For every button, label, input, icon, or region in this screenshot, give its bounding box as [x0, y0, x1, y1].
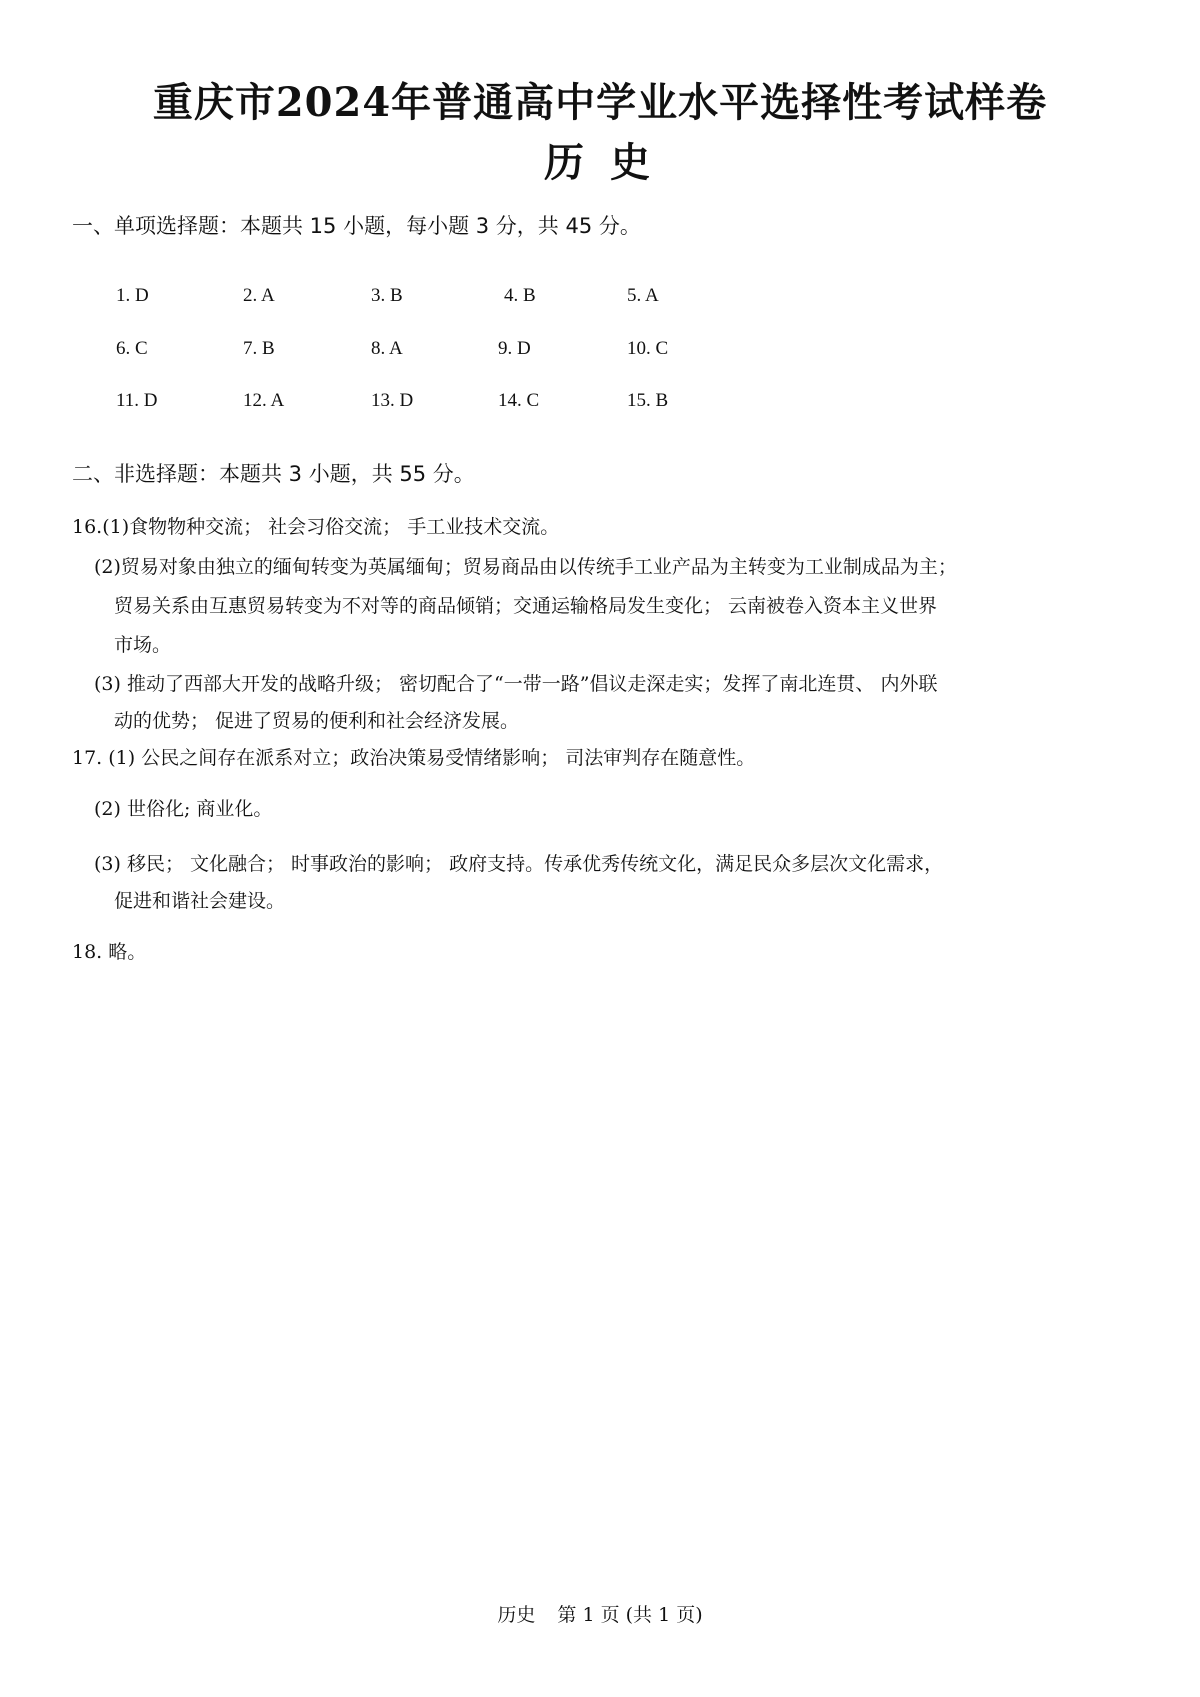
answer-item: 5. A	[627, 285, 659, 306]
answer-line: (3) 推动了西部大开发的战略升级； 密切配合了“一带一路”倡议走深走实；发挥了南北连贯、 内外联	[94, 673, 938, 695]
answer-line: 贸易关系由互惠贸易转变为不对等的商品倾销；交通运输格局发生变化； 云南被卷入资本主义世界	[114, 595, 938, 617]
answer-item: 4. B	[504, 285, 536, 306]
answer-item: 13. D	[371, 390, 414, 411]
answer-item: 6. C	[116, 338, 148, 359]
answer-line: 18. 略。	[72, 941, 147, 963]
answer-item: 14. C	[498, 390, 540, 411]
answer-line: 市场。	[114, 634, 172, 656]
answer-item: 12. A	[243, 390, 285, 411]
answer-item: 10. C	[627, 338, 669, 359]
answer-item: 2. A	[243, 285, 275, 306]
page-footer	[0, 1602, 1200, 1628]
answer-line: (2)贸易对象由独立的缅甸转变为英属缅甸；贸易商品由以传统手工业产品为主转变为工业制成品为主；	[94, 556, 957, 578]
footer-page-info: 第 1 页 (共 1 页)	[557, 1604, 703, 1626]
section-heading-multiple-choice: 一、单项选择题：本题共 15 小题，每小题 3 分，共 45 分。	[72, 214, 641, 238]
answer-item: 7. B	[243, 338, 275, 359]
answer-line: 17. (1) 公民之间存在派系对立；政治决策易受情绪影响； 司法审判存在随意性。	[72, 747, 756, 769]
answer-item: 8. A	[371, 338, 403, 359]
page-title: 重庆市2024年普通高中学业水平选择性考试样卷	[152, 79, 1048, 126]
answer-line: 促进和谐社会建设。	[114, 890, 286, 912]
footer-subject: 历史	[497, 1604, 536, 1626]
answer-item: 11. D	[116, 390, 158, 411]
answer-line: (3) 移民； 文化融合； 时事政治的影响； 政府支持。传承优秀传统文化，满足民众多层次文化需求，	[94, 853, 944, 875]
section-heading-open-questions: 二、非选择题：本题共 3 小题，共 55 分。	[72, 462, 475, 486]
answer-item: 9. D	[498, 338, 531, 359]
subject-title: 历 史	[544, 139, 656, 186]
answer-item: 1. D	[116, 285, 149, 306]
answer-item: 15. B	[627, 390, 669, 411]
answer-line: (2) 世俗化; 商业化。	[94, 798, 273, 820]
answer-line: 16.(1)食物物种交流； 社会习俗交流； 手工业技术交流。	[72, 516, 560, 538]
answer-item: 3. B	[371, 285, 403, 306]
answer-line: 动的优势； 促进了贸易的便利和社会经济发展。	[114, 710, 520, 732]
